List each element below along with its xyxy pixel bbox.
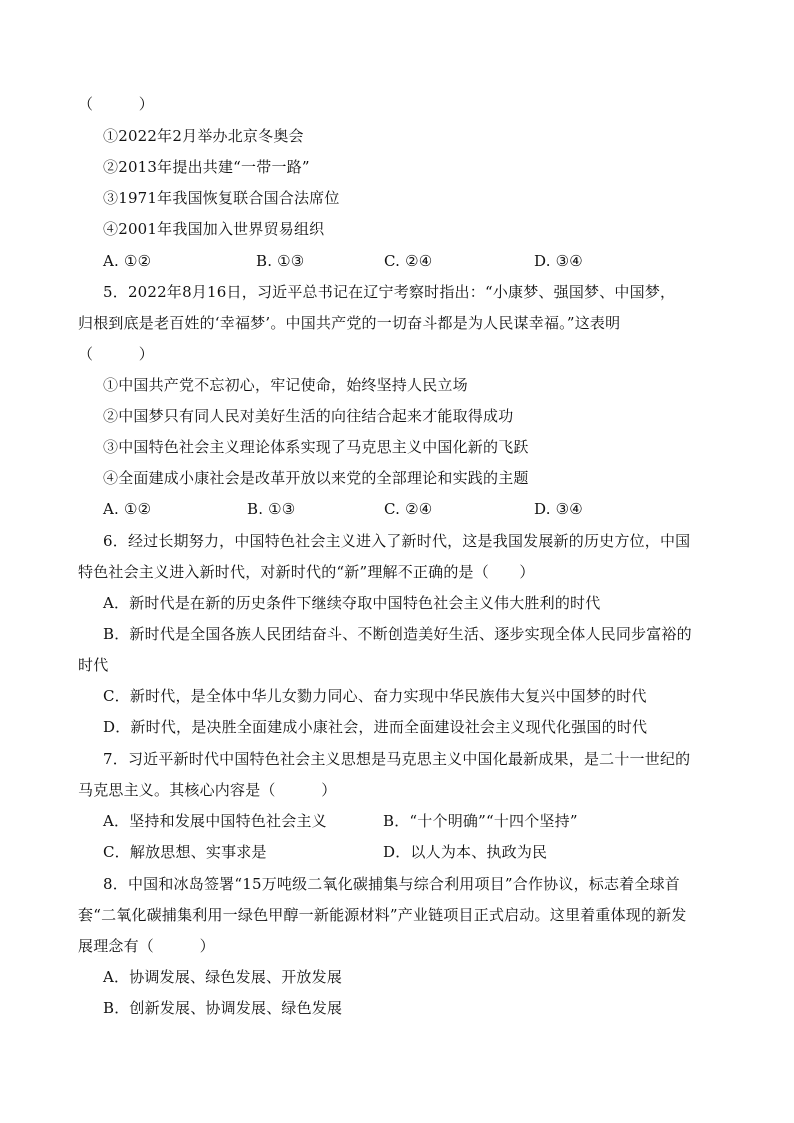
q8-stem-line-3: 展理念有（ ）: [78, 937, 215, 955]
q6-option-d: D．新时代，是决胜全面建成小康社会，进而全面建设社会主义现代化强国的时代: [103, 718, 648, 736]
q6-option-b-cont: 时代: [78, 656, 109, 674]
q4-option-b: B. ①③: [256, 252, 305, 270]
q5-option-d: D. ③④: [534, 500, 583, 518]
q5-item-3: ③中国特色社会主义理论体系实现了马克思主义中国化新的飞跃: [103, 438, 529, 456]
q6-stem-line-1: 6．经过长期努力，中国特色社会主义进入了新时代，这是我国发展新的历史方位，中国: [103, 532, 691, 550]
q4-answer-paren: （ ）: [78, 95, 155, 113]
q5-answer-paren: （ ）: [78, 345, 155, 363]
q4-item-3: ③1971年我国恢复联合国合法席位: [103, 189, 340, 207]
q7-stem-line-1: 7．习近平新时代中国特色社会主义思想是马克思主义中国化最新成果，是二十一世纪的: [103, 750, 691, 768]
q8-option-b: B．创新发展、协调发展、绿色发展: [103, 999, 343, 1017]
q5-item-2: ②中国梦只有同人民对美好生活的向往结合起来才能取得成功: [103, 407, 514, 425]
q6-option-c: C．新时代，是全体中华儿女勠力同心、奋力实现中华民族伟大复兴中国梦的时代: [103, 687, 647, 705]
q5-item-4: ④全面建成小康社会是改革开放以来党的全部理论和实践的主题: [103, 469, 529, 487]
q7-option-c: C．解放思想、实事求是: [103, 843, 267, 861]
q4-option-c: C. ②④: [384, 252, 433, 270]
q8-stem-line-1: 8．中国和冰岛签署“15万吨级二氧化碳捕集与综合利用项目”合作协议，标志着全球首: [103, 875, 680, 893]
q4-option-a: A. ①②: [103, 252, 152, 270]
q4-item-1: ①2022年2月举办北京冬奥会: [103, 127, 304, 145]
q8-stem-line-2: 套“二氧化碳捕集利用一绿色甲醇一新能源材料”产业链项目正式启动。这里着重体现的新发: [78, 906, 687, 924]
q4-item-2: ②2013年提出共建“一带一路”: [103, 158, 310, 176]
q5-stem-line-1: 5．2022年8月16日，习近平总书记在辽宁考察时指出：“小康梦、强国梦、中国梦，: [103, 283, 676, 301]
q6-option-b: B．新时代是全国各族人民团结奋斗、不断创造美好生活、逐步实现全体人民同步富裕的: [103, 625, 692, 643]
q7-option-d: D．以人为本、执政为民: [383, 843, 548, 861]
q6-stem-line-2: 特色社会主义进入新时代，对新时代的“新”理解不正确的是（ ）: [78, 563, 535, 581]
q5-option-c: C. ②④: [384, 500, 433, 518]
q5-item-1: ①中国共产党不忘初心，牢记使命，始终坚持人民立场: [103, 376, 468, 394]
q5-option-b: B. ①③: [247, 500, 296, 518]
q6-option-a: A．新时代是在新的历史条件下继续夺取中国特色社会主义伟大胜利的时代: [103, 594, 601, 612]
q7-option-a: A．坚持和发展中国特色社会主义: [103, 812, 327, 830]
q4-item-4: ④2001年我国加入世界贸易组织: [103, 220, 325, 238]
q8-option-a: A．协调发展、绿色发展、开放发展: [103, 968, 343, 986]
q4-option-d: D. ③④: [534, 252, 583, 270]
q7-option-b: B．“十个明确”“十四个坚持”: [383, 812, 578, 830]
q7-stem-line-2: 马克思主义。其核心内容是（ ）: [78, 781, 337, 799]
q5-stem-line-2: 归根到底是老百姓的‘幸福梦’。中国共产党的一切奋斗都是为人民谋幸福。”这表明: [78, 314, 621, 332]
q5-option-a: A. ①②: [103, 500, 152, 518]
